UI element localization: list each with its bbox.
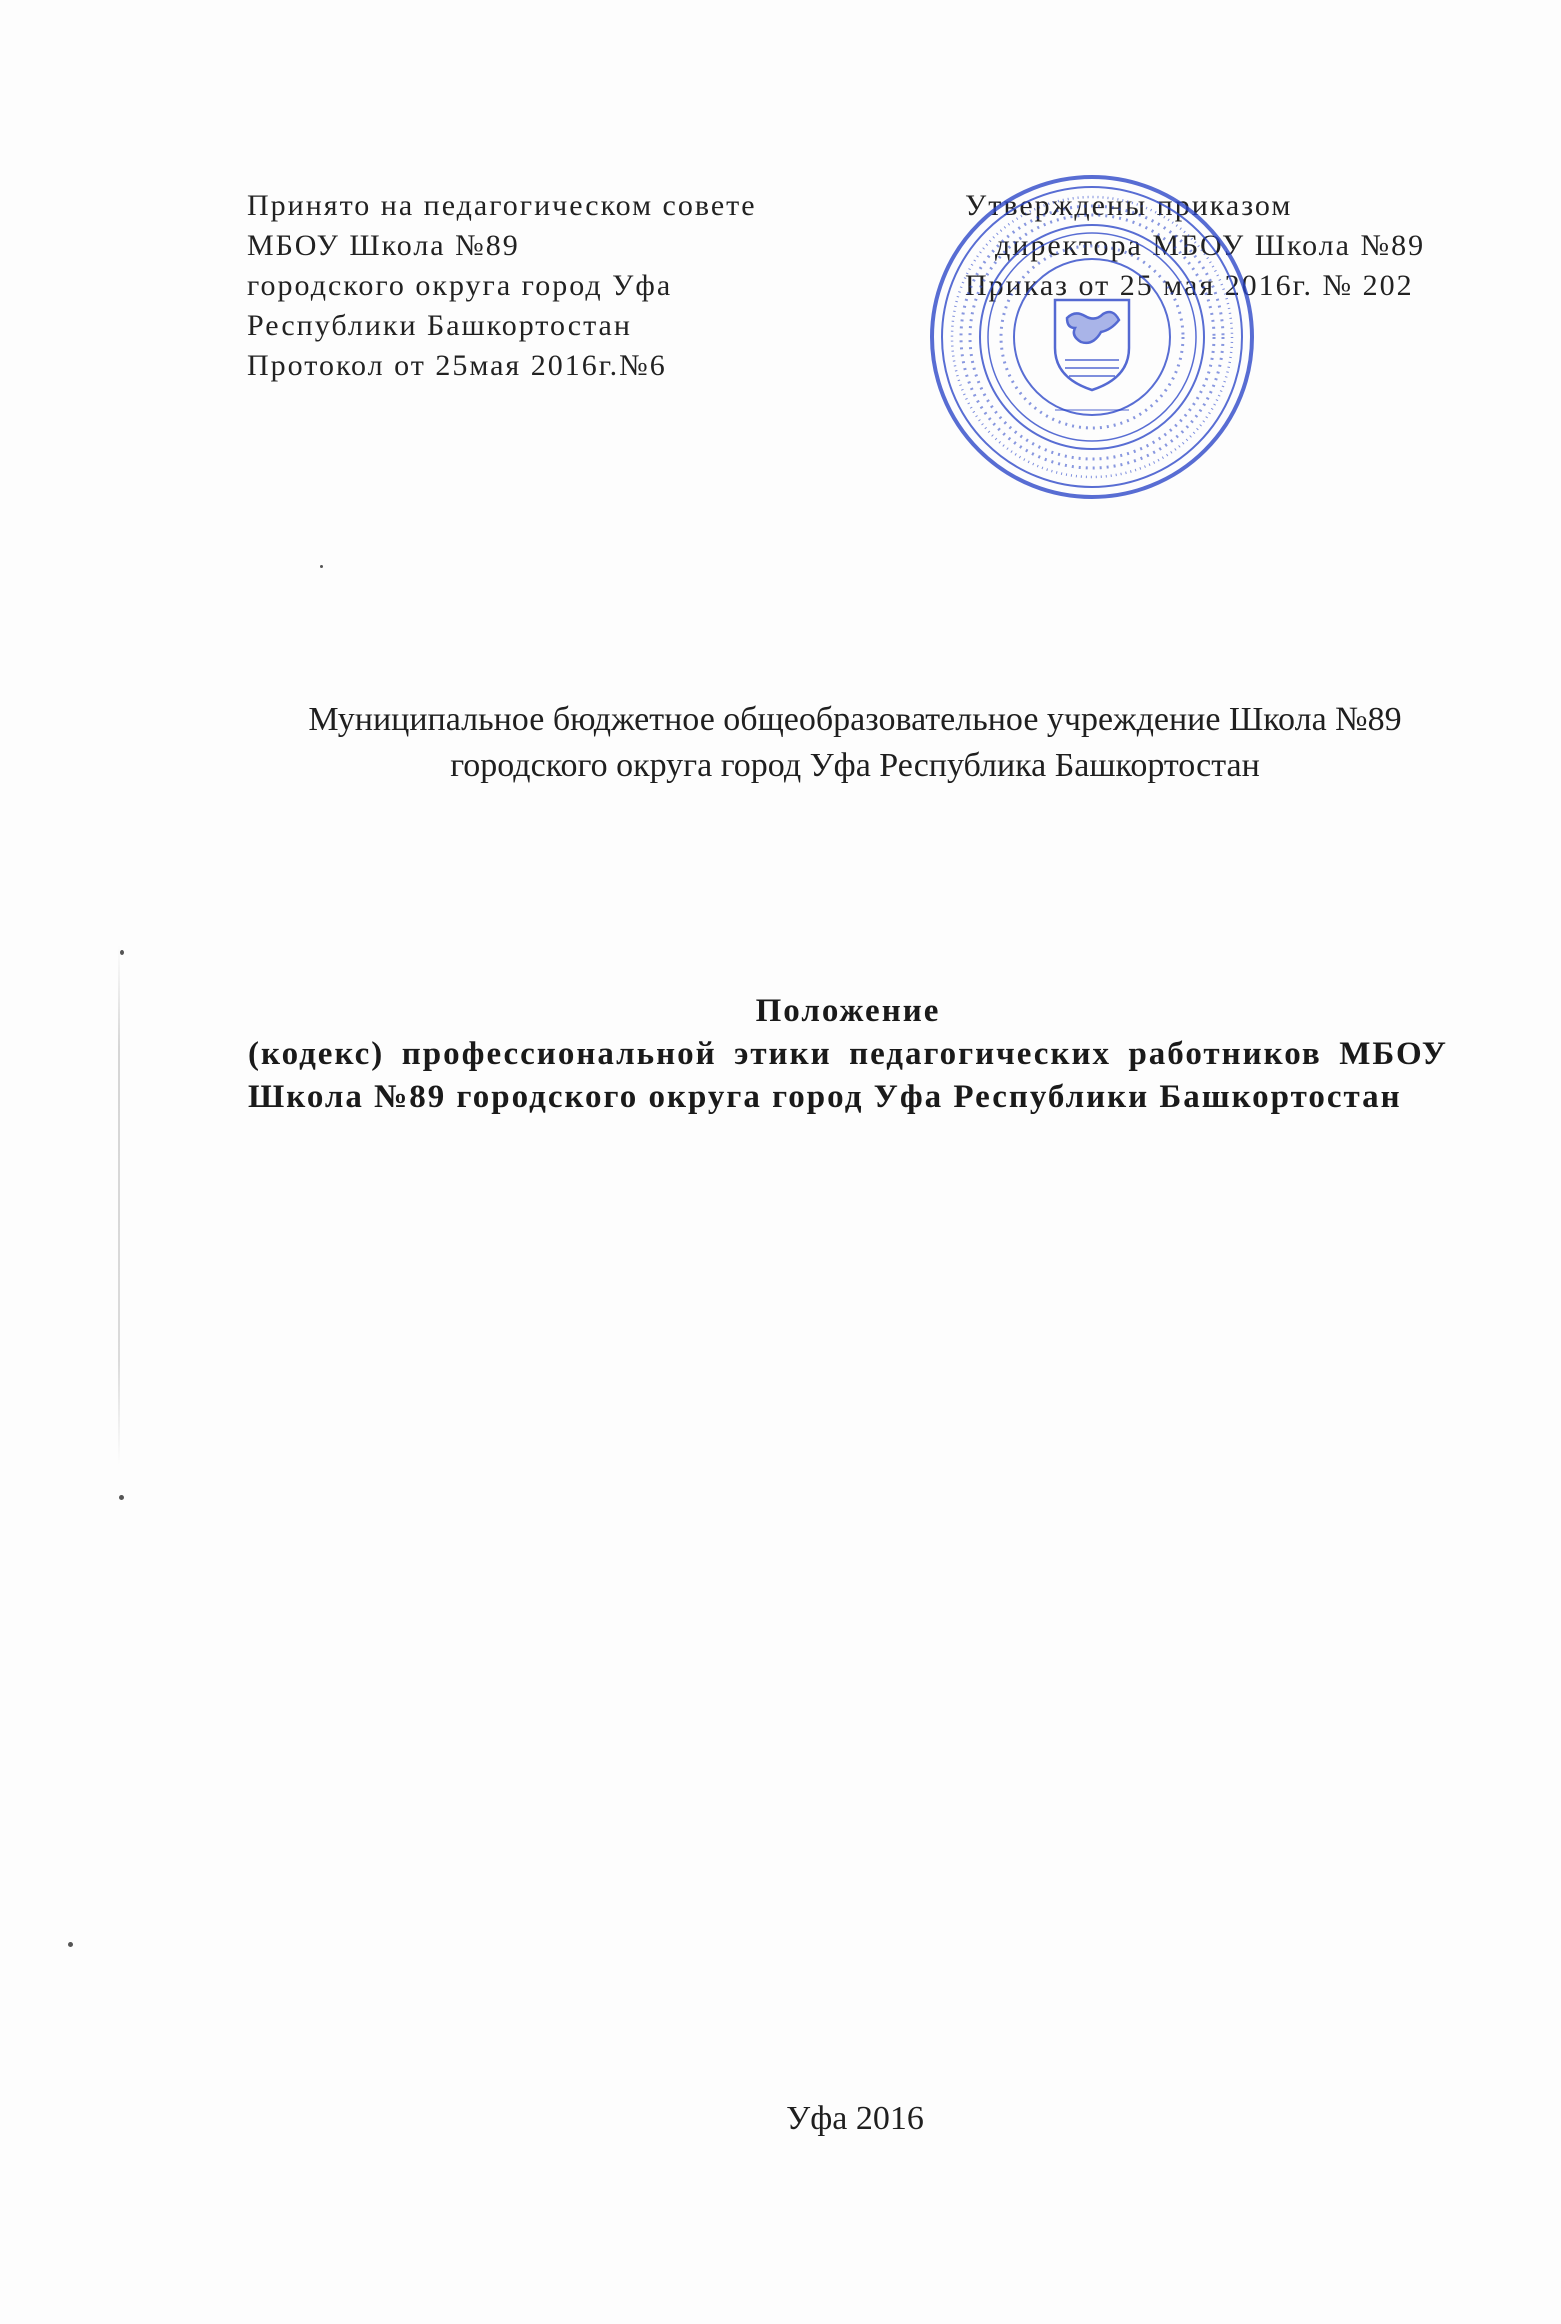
approval-council-line: Протокол от 25мая 2016г.№6 — [247, 349, 667, 382]
approval-council-line: Республики Башкортостан — [247, 309, 632, 342]
document-title — [248, 990, 1448, 1119]
approval-council-line: городского округа город Уфа — [247, 269, 673, 302]
approval-council-line: Принято на педагогическом совете — [247, 189, 757, 222]
approval-council-line: МБОУ Школа №89 — [247, 229, 520, 262]
approval-council-block — [247, 186, 757, 386]
document-heading: Положение — [755, 993, 941, 1029]
organization-name-line: Муниципальное бюджетное общеобразовательное учреждение Школа №89 — [308, 701, 1402, 738]
scan-speck — [68, 1942, 73, 1947]
approval-order-line: Приказ от 25 мая 2016г. № 202 — [965, 269, 1414, 302]
organization-name-line: городского округа город Уфа Республика Башкортостан — [450, 747, 1260, 784]
city-year: Уфа 2016 — [786, 2100, 924, 2137]
official-seal-stamp — [925, 170, 1260, 505]
scan-speck — [120, 950, 124, 955]
approval-order-line: директора МБОУ Школа №89 — [995, 229, 1426, 262]
organization-name — [250, 697, 1460, 789]
approval-order-line: Утверждены приказом — [965, 189, 1293, 222]
document-subtitle: (кодекс) профессиональной этики педагогических работников МБОУ Школа №89 городского округа город Уфа Республики Башкортостан — [248, 1036, 1448, 1115]
scan-speck — [320, 565, 323, 568]
scan-margin-line — [118, 945, 120, 1465]
scan-speck — [119, 1495, 124, 1500]
